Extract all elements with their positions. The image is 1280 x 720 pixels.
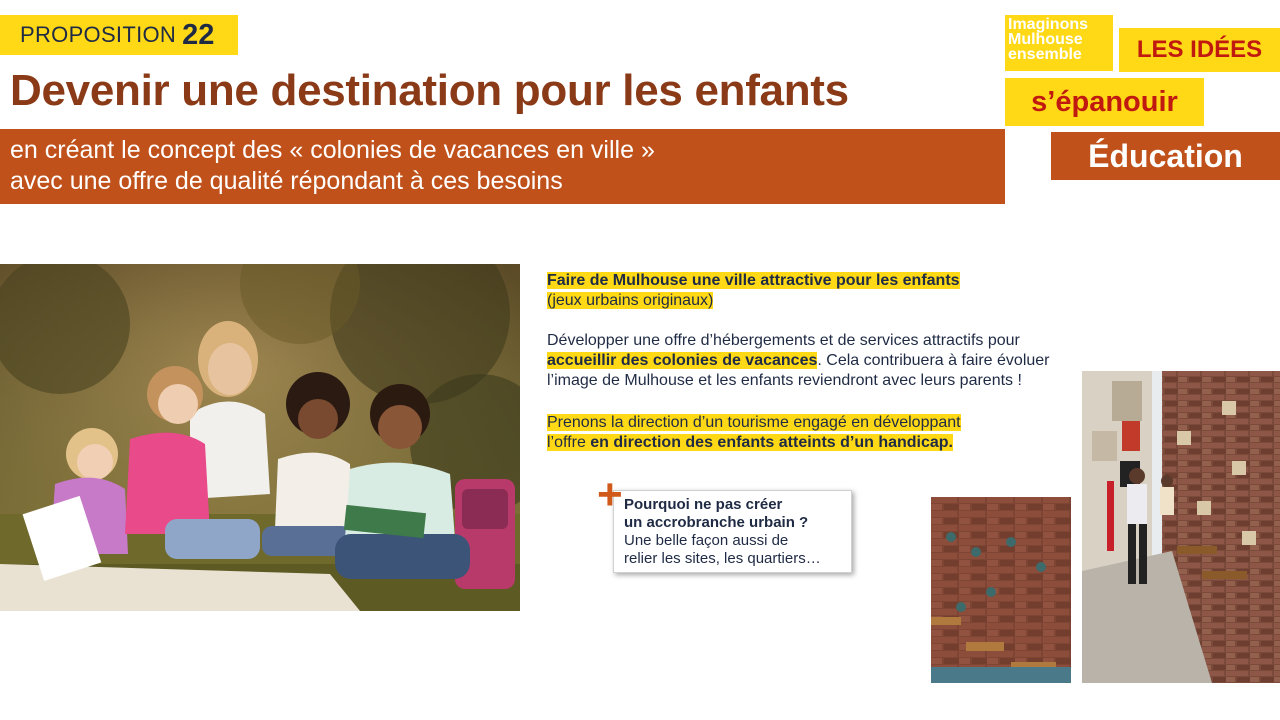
- subtitle-line-1: en créant le concept des « colonies de vacances en ville »: [10, 136, 655, 164]
- paragraph-1-detail: (jeux urbains originaux): [547, 292, 714, 309]
- proposition-label: PROPOSITION: [20, 22, 177, 47]
- subtitle-line-2: avec une offre de qualité répondant à ces besoins: [10, 167, 563, 195]
- paragraph-1-highlight: Faire de Mulhouse une ville attractive pour les enfants: [547, 272, 960, 289]
- paragraph-2: [547, 331, 1050, 391]
- paragraph-2-after: . Cela contribuera à faire évoluer: [817, 352, 1050, 369]
- paragraph-2-highlight: accueillir des colonies de vacances: [547, 352, 818, 369]
- callout-box: [613, 490, 852, 573]
- paragraph-2-line-1: Développer une offre d’hébergements et de services attractifs pour: [547, 332, 1020, 349]
- children-photo: [0, 264, 520, 611]
- paragraph-3-start: l’offre: [547, 434, 591, 451]
- logo-line-3: ensemble: [1008, 46, 1082, 63]
- subtitle-banner: [0, 129, 1005, 204]
- page-title: Devenir une destination pour les enfants: [10, 66, 849, 115]
- paragraph-3: [547, 413, 961, 453]
- callout-text-line-1: Une belle façon aussi de: [624, 532, 789, 549]
- proposition-number: 22: [182, 18, 215, 51]
- callout-text-line-2: relier les sites, les quartiers…: [624, 550, 821, 567]
- callout-title-line-1: Pourquoi ne pas créer: [624, 496, 783, 513]
- ideas-badge: LES IDÉES: [1119, 28, 1280, 72]
- logo-line-1: Imaginons: [1008, 16, 1089, 33]
- paragraph-3-highlight: en direction des enfants atteints d’un handicap.: [590, 434, 953, 451]
- paragraph-2-line-3: l’image de Mulhouse et les enfants reviendront avec leurs parents !: [547, 372, 1022, 389]
- category-badge: Éducation: [1051, 132, 1280, 180]
- paragraph-3-line-1: Prenons la direction d’un tourisme engagé en développant: [547, 414, 961, 431]
- brick-wall-photo: [931, 497, 1071, 683]
- paragraph-1: [547, 271, 960, 311]
- proposition-badge: [0, 15, 238, 55]
- street-climbing-photo: [1082, 371, 1280, 683]
- logo: [1005, 15, 1113, 71]
- plus-icon: +: [597, 470, 623, 519]
- callout-title-line-2: un accrobranche urbain ?: [624, 514, 809, 531]
- logo-line-2: Mulhouse: [1008, 31, 1083, 48]
- theme-badge: s’épanouir: [1005, 78, 1204, 126]
